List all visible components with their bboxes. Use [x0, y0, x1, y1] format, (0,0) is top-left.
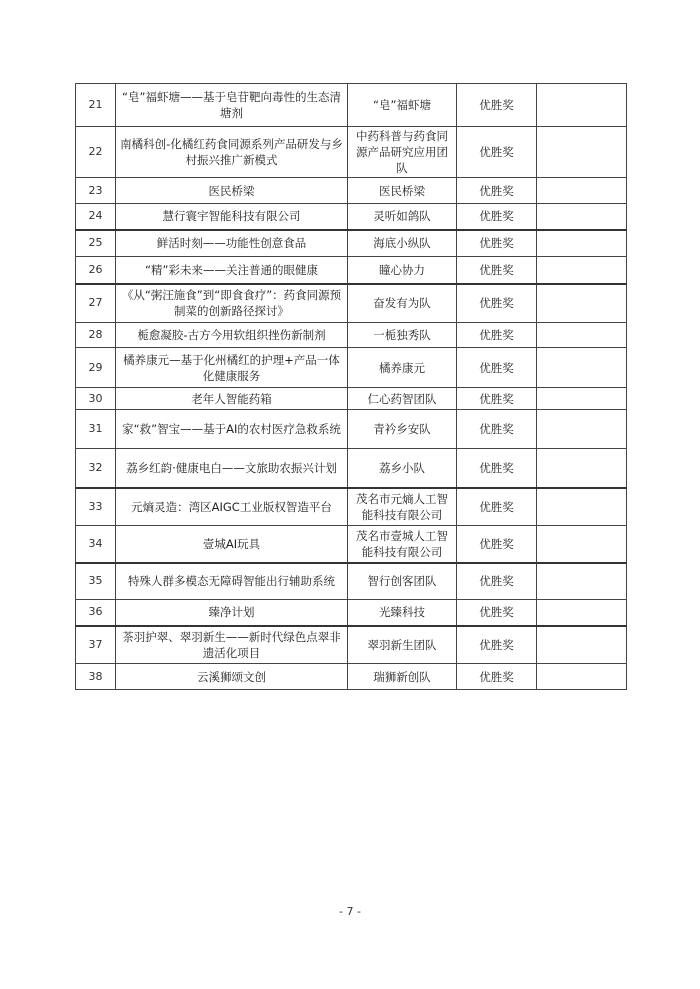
team-name: 荔乡小队 — [348, 449, 457, 488]
row-number: 34 — [76, 526, 116, 563]
table-row — [76, 127, 627, 178]
project-name: 橘养康元—基于化州橘红的护理+产品一体化健康服务 — [116, 348, 348, 388]
empty-cell — [537, 323, 627, 348]
row-number: 27 — [76, 284, 116, 323]
team-name: 茂名市元熵人工智能科技有限公司 — [348, 488, 457, 526]
award-level: 优胜奖 — [457, 230, 537, 257]
project-name: 栀愈凝胶-古方今用软组织挫伤新制剂 — [116, 323, 348, 348]
empty-cell — [537, 178, 627, 204]
empty-cell — [537, 626, 627, 664]
award-level: 优胜奖 — [457, 348, 537, 388]
project-name: 特殊人群多模态无障碍智能出行辅助系统 — [116, 563, 348, 600]
empty-cell — [537, 348, 627, 388]
award-level: 优胜奖 — [457, 626, 537, 664]
table-row — [76, 449, 627, 488]
table-row — [76, 388, 627, 410]
team-name: 海底小纵队 — [348, 230, 457, 257]
project-name: 《从“粥汪施食”到“即食食疗”：药食同源预制菜的创新路径探讨》 — [116, 284, 348, 323]
award-level: 优胜奖 — [457, 449, 537, 488]
project-name: “皂”福虾塘——基于皂苷靶向毒性的生态清塘剂 — [116, 84, 348, 127]
team-name: 光臻科技 — [348, 600, 457, 626]
project-name: 医民桥梁 — [116, 178, 348, 204]
award-level: 优胜奖 — [457, 664, 537, 690]
award-level: 优胜奖 — [457, 388, 537, 410]
award-level: 优胜奖 — [457, 600, 537, 626]
row-number: 31 — [76, 410, 116, 449]
table-row — [76, 257, 627, 284]
table-row — [76, 526, 627, 563]
empty-cell — [537, 127, 627, 178]
empty-cell — [537, 664, 627, 690]
empty-cell — [537, 563, 627, 600]
table-row — [76, 84, 627, 127]
table-row — [76, 178, 627, 204]
table-row — [76, 410, 627, 449]
team-name: 中药科普与药食同源产品研究应用团队 — [348, 127, 457, 178]
table-row — [76, 600, 627, 626]
table-row — [76, 626, 627, 664]
table-row — [76, 348, 627, 388]
project-name: 云溪狮颂文创 — [116, 664, 348, 690]
row-number: 30 — [76, 388, 116, 410]
table-row — [76, 204, 627, 230]
team-name: 青衿乡安队 — [348, 410, 457, 449]
team-name: 瑞狮新创队 — [348, 664, 457, 690]
project-name: 老年人智能药箱 — [116, 388, 348, 410]
award-level: 优胜奖 — [457, 84, 537, 127]
team-name: 茂名市壹城人工智能科技有限公司 — [348, 526, 457, 563]
row-number: 32 — [76, 449, 116, 488]
team-name: “皂”福虾塘 — [348, 84, 457, 127]
row-number: 37 — [76, 626, 116, 664]
row-number: 36 — [76, 600, 116, 626]
empty-cell — [537, 600, 627, 626]
award-level: 优胜奖 — [457, 410, 537, 449]
awards-table — [75, 83, 627, 690]
award-level: 优胜奖 — [457, 323, 537, 348]
award-level: 优胜奖 — [457, 488, 537, 526]
table-row — [76, 488, 627, 526]
row-number: 21 — [76, 84, 116, 127]
row-number: 29 — [76, 348, 116, 388]
table-row — [76, 284, 627, 323]
row-number: 23 — [76, 178, 116, 204]
table-row — [76, 323, 627, 348]
table-row — [76, 563, 627, 600]
team-name: 灵听如鸽队 — [348, 204, 457, 230]
project-name: “精”彩未来——关注普通的眼健康 — [116, 257, 348, 284]
row-number: 25 — [76, 230, 116, 257]
team-name: 橘养康元 — [348, 348, 457, 388]
team-name: 奋发有为队 — [348, 284, 457, 323]
project-name: 南橘科创-化橘红药食同源系列产品研发与乡村振兴推广新模式 — [116, 127, 348, 178]
team-name: 智行创客团队 — [348, 563, 457, 600]
awards-table-body — [76, 84, 627, 690]
row-number: 35 — [76, 563, 116, 600]
award-level: 优胜奖 — [457, 526, 537, 563]
award-level: 优胜奖 — [457, 284, 537, 323]
team-name: 仁心药智团队 — [348, 388, 457, 410]
team-name: 翠羽新生团队 — [348, 626, 457, 664]
row-number: 22 — [76, 127, 116, 178]
table-row — [76, 230, 627, 257]
table-row — [76, 664, 627, 690]
team-name: 一栀独秀队 — [348, 323, 457, 348]
row-number: 38 — [76, 664, 116, 690]
row-number: 24 — [76, 204, 116, 230]
award-level: 优胜奖 — [457, 257, 537, 284]
row-number: 26 — [76, 257, 116, 284]
empty-cell — [537, 449, 627, 488]
empty-cell — [537, 410, 627, 449]
empty-cell — [537, 204, 627, 230]
empty-cell — [537, 257, 627, 284]
team-name: 医民桥梁 — [348, 178, 457, 204]
award-level: 优胜奖 — [457, 204, 537, 230]
team-name: 瞳心协力 — [348, 257, 457, 284]
empty-cell — [537, 284, 627, 323]
empty-cell — [537, 230, 627, 257]
project-name: 元熵灵造：湾区AIGC工业版权智造平台 — [116, 488, 348, 526]
project-name: 臻净计划 — [116, 600, 348, 626]
empty-cell — [537, 488, 627, 526]
project-name: 壹城AI玩具 — [116, 526, 348, 563]
project-name: 家“救”智宝——基于AI的农村医疗急救系统 — [116, 410, 348, 449]
award-level: 优胜奖 — [457, 127, 537, 178]
empty-cell — [537, 84, 627, 127]
award-level: 优胜奖 — [457, 563, 537, 600]
row-number: 33 — [76, 488, 116, 526]
award-level: 优胜奖 — [457, 178, 537, 204]
project-name: 慧行寰宇智能科技有限公司 — [116, 204, 348, 230]
project-name: 荔乡红韵·健康电白——文旅助农振兴计划 — [116, 449, 348, 488]
row-number: 28 — [76, 323, 116, 348]
project-name: 茶羽护翠、翠羽新生——新时代绿色点翠非遗活化项目 — [116, 626, 348, 664]
project-name: 鲜活时刻——功能性创意食品 — [116, 230, 348, 257]
empty-cell — [537, 388, 627, 410]
page-number: - 7 - — [339, 905, 361, 918]
empty-cell — [537, 526, 627, 563]
